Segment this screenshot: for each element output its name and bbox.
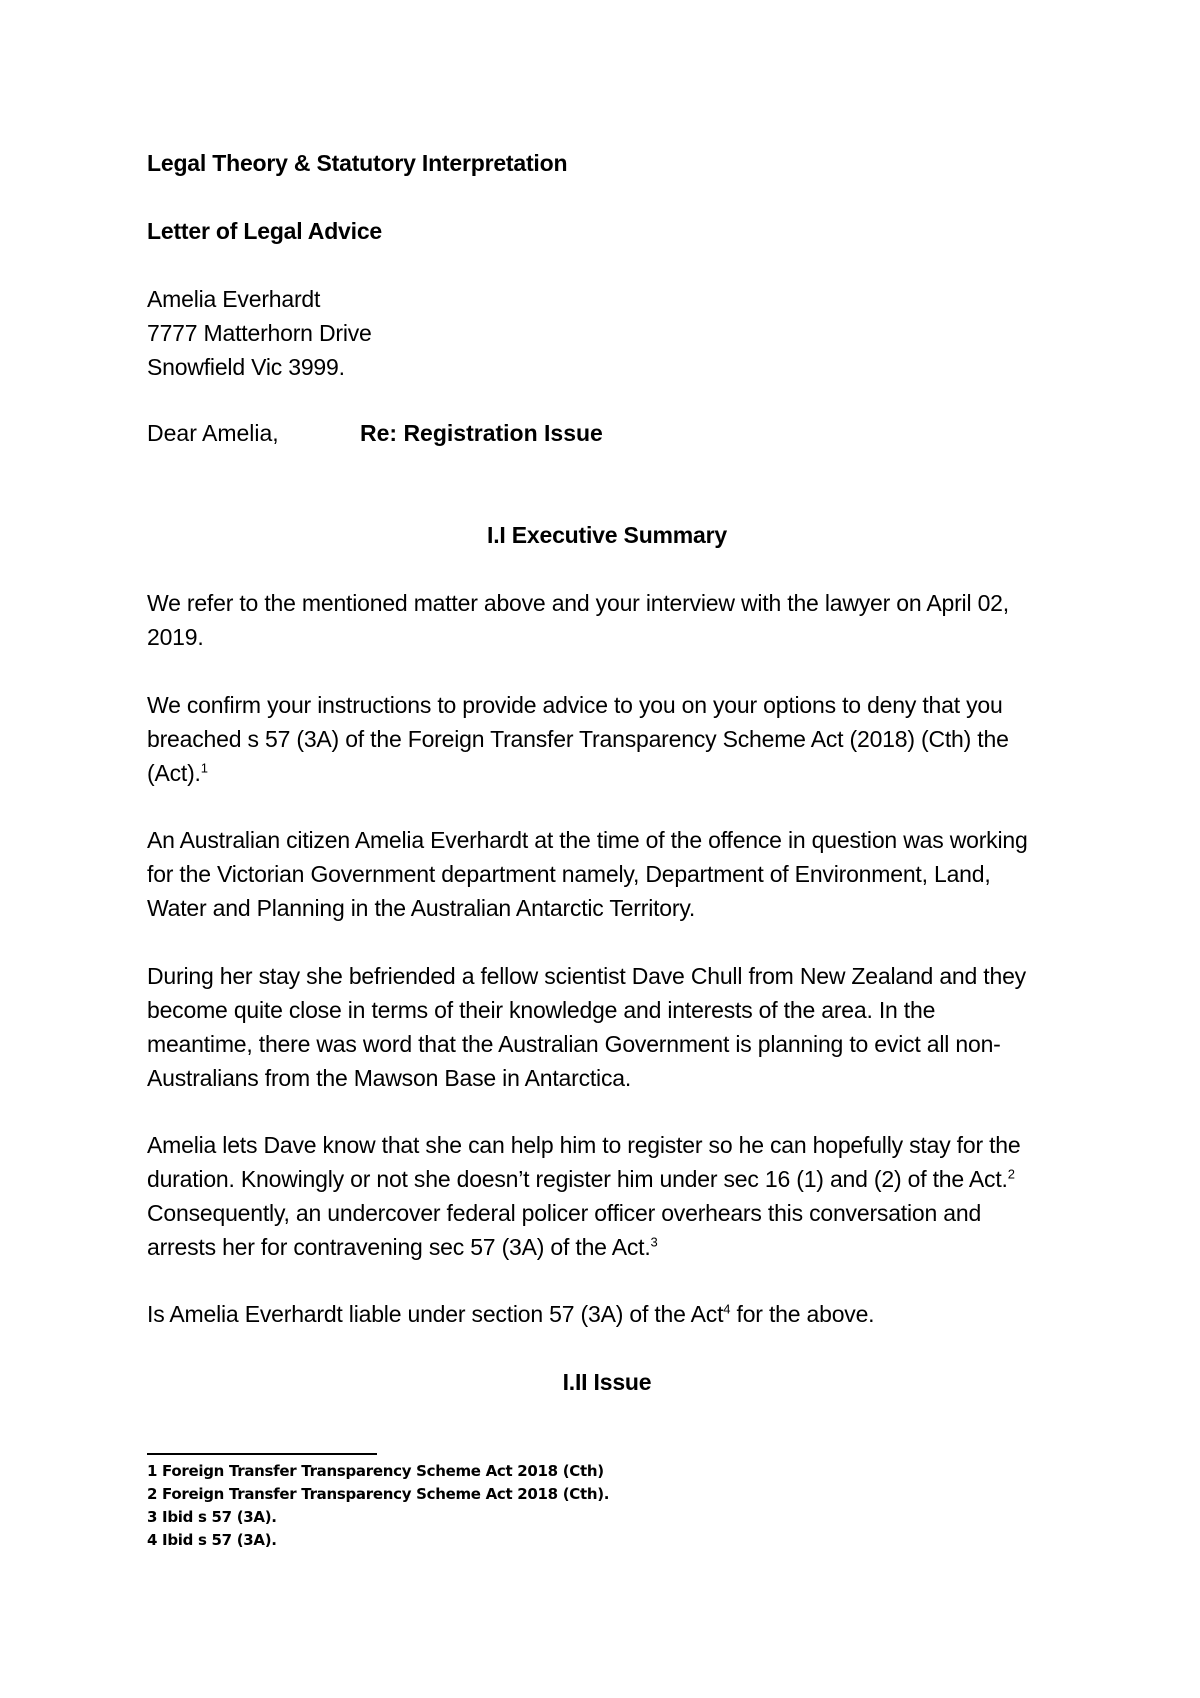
- footnote-separator: [147, 1453, 377, 1455]
- paragraph-line: 2019.: [147, 624, 204, 650]
- paragraph-line: [147, 1297, 1067, 1331]
- paragraph-line: Water and Planning in the Australian Antarctic Territory.: [147, 895, 696, 921]
- paragraph-6: [147, 1297, 1067, 1331]
- footnote-ref-1[interactable]: 1: [200, 760, 208, 776]
- recipient-city: Snowfield Vic 3999.: [147, 354, 345, 380]
- paragraph-1: [147, 586, 1067, 654]
- recipient-address: [147, 282, 1067, 384]
- paragraph-line: An Australian citizen Amelia Everhardt at the time of the offence in question was working: [147, 827, 1028, 853]
- footnote-ref-2[interactable]: 2: [1007, 1166, 1015, 1182]
- paragraph-text: Is Amelia Everhardt liable under section 57 (3A) of the Act: [147, 1301, 724, 1327]
- footnote-ref-3[interactable]: 3: [650, 1234, 658, 1250]
- paragraph-line: meantime, there was word that the Australian Government is planning to evict all non-: [147, 1031, 1001, 1057]
- paragraph-3: [147, 823, 1067, 925]
- paragraph-text: duration. Knowingly or not she doesn’t register him under sec 16 (1) and (2) of the Act.: [147, 1166, 1008, 1192]
- paragraph-line: breached s 57 (3A) of the Foreign Transfer Transparency Scheme Act (2018) (Cth) the: [147, 726, 1009, 752]
- paragraph-line: Amelia lets Dave know that she can help him to register so he can hopefully stay for the: [147, 1132, 1021, 1158]
- paragraph-text: for the above.: [730, 1301, 875, 1327]
- paragraph-line: become quite close in terms of their knowledge and interests of the area. In the: [147, 997, 936, 1023]
- footnote-2: 2 Foreign Transfer Transparency Scheme Act 2018 (Cth).: [147, 1485, 610, 1503]
- paragraph-line: We refer to the mentioned matter above and your interview with the lawyer on April 02,: [147, 590, 1009, 616]
- course-title: Legal Theory & Statutory Interpretation: [147, 150, 568, 176]
- paragraph-text: (Act).: [147, 760, 201, 786]
- section-heading-executive-summary: I.I Executive Summary: [487, 522, 727, 548]
- footnote-1: 1 Foreign Transfer Transparency Scheme Act 2018 (Cth): [147, 1462, 604, 1480]
- footnotes: [147, 1460, 609, 1552]
- paragraph-line: [147, 1230, 1067, 1264]
- paragraph-2: [147, 688, 1067, 790]
- paragraph-line: Consequently, an undercover federal policer officer overhears this conversation and: [147, 1200, 982, 1226]
- paragraph-line: for the Victorian Government department namely, Department of Environment, Land,: [147, 861, 991, 887]
- section-heading-issue: I.II Issue: [562, 1369, 652, 1395]
- paragraph-line: We confirm your instructions to provide advice to you on your options to deny that you: [147, 692, 1003, 718]
- paragraph-line: [147, 1162, 1067, 1196]
- salutation-greeting: Dear Amelia,: [147, 420, 279, 446]
- paragraph-line: [147, 756, 1067, 790]
- footnote-ref-4[interactable]: 4: [723, 1301, 731, 1317]
- footnote-4: 4 Ibid s 57 (3A).: [147, 1531, 277, 1549]
- paragraph-text: arrests her for contravening sec 57 (3A) of the Act.: [147, 1234, 651, 1260]
- subject-line: Re: Registration Issue: [360, 420, 603, 446]
- recipient-name: Amelia Everhardt: [147, 286, 321, 312]
- paragraph-line: During her stay she befriended a fellow scientist Dave Chull from New Zealand and they: [147, 963, 1026, 989]
- paragraph-5: [147, 1128, 1067, 1264]
- paragraph-4: [147, 959, 1067, 1095]
- footnote-3: 3 Ibid s 57 (3A).: [147, 1508, 277, 1526]
- document-title: Letter of Legal Advice: [147, 218, 383, 244]
- recipient-street: 7777 Matterhorn Drive: [147, 320, 372, 346]
- salutation-row: [147, 416, 1067, 450]
- paragraph-line: Australians from the Mawson Base in Antarctica.: [147, 1065, 632, 1091]
